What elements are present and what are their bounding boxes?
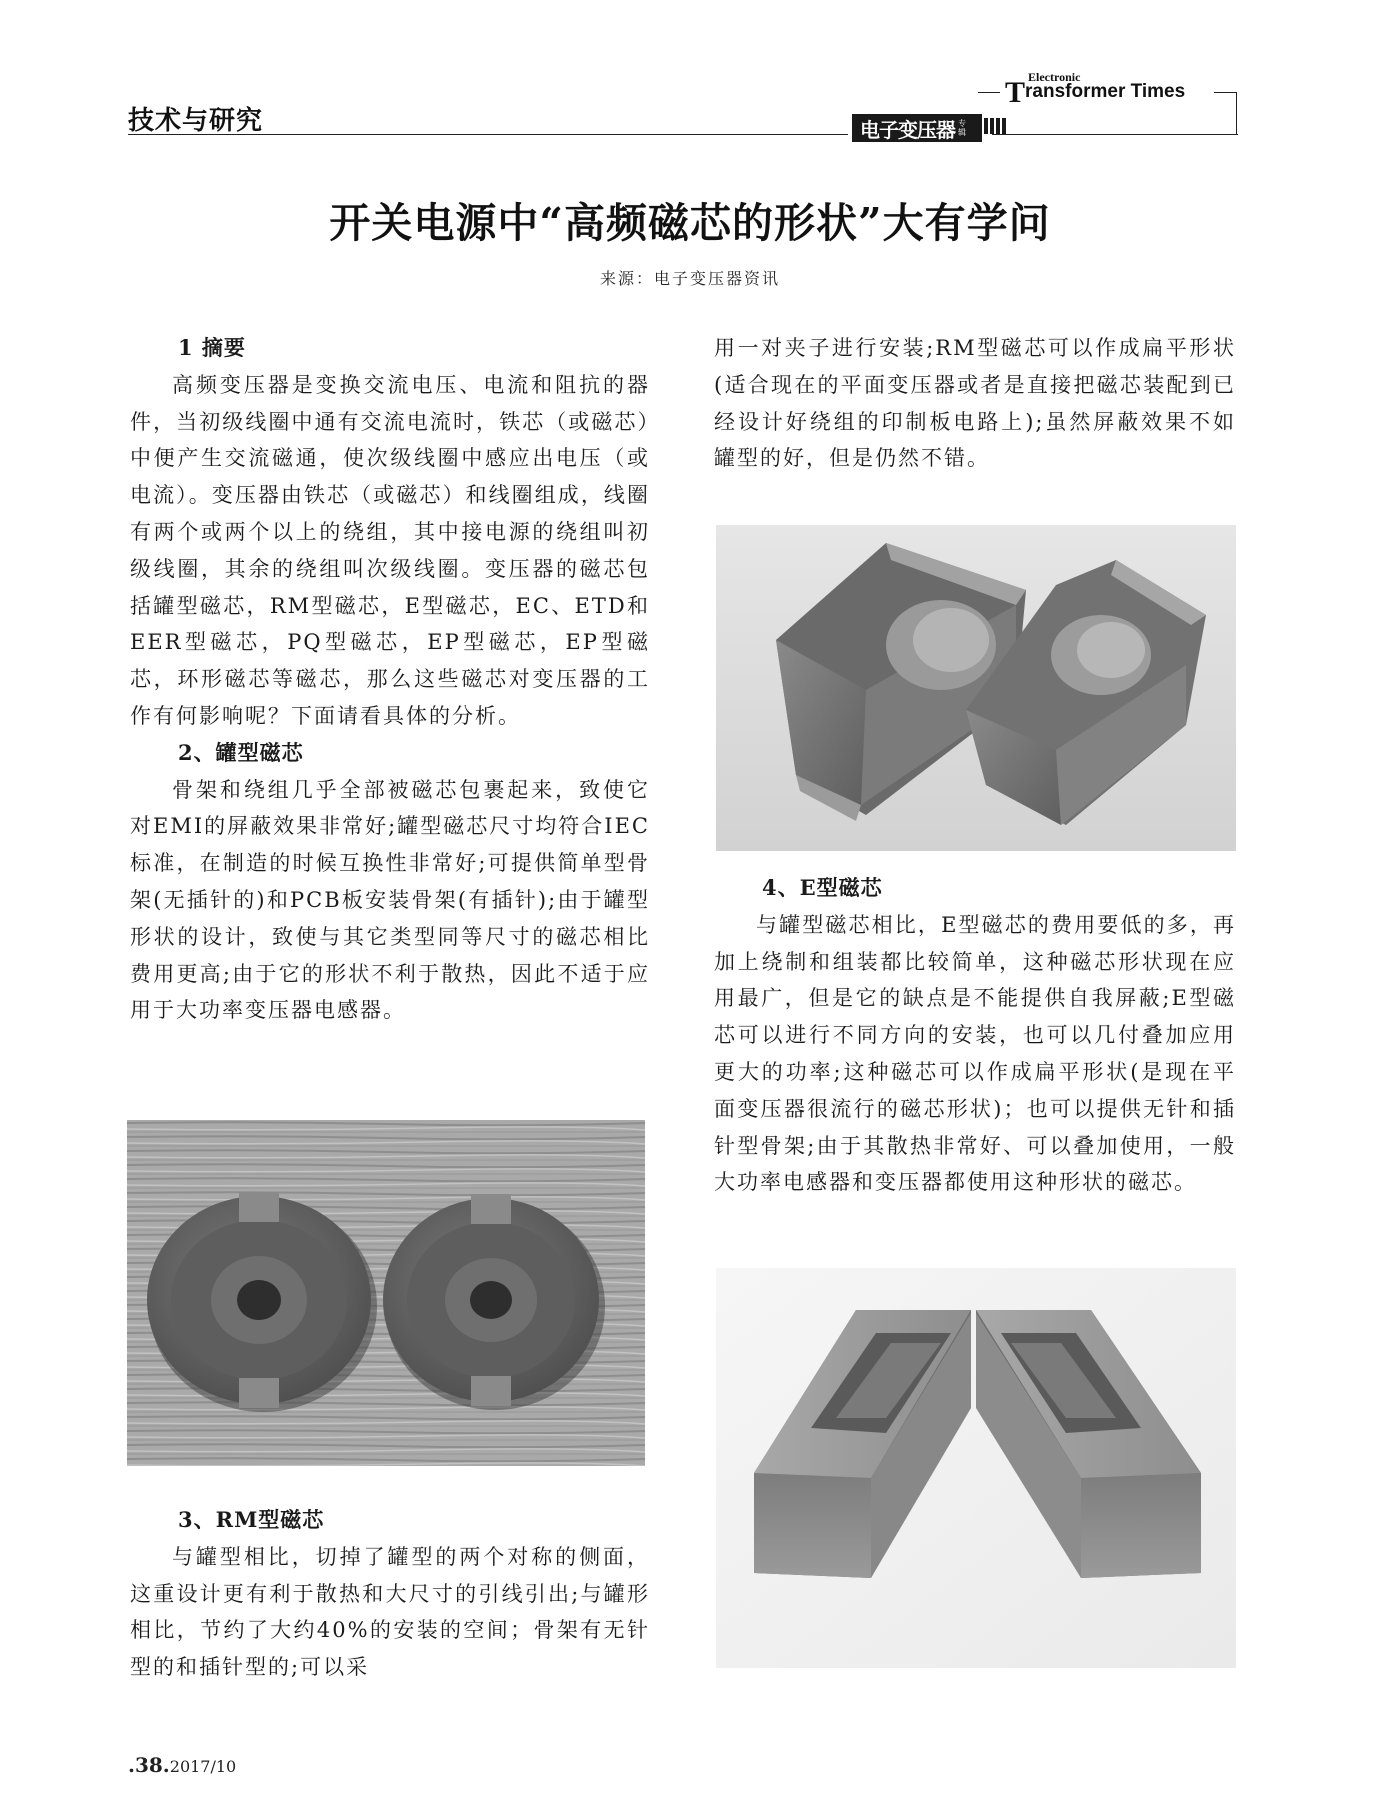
- section-2-heading: 2、罐型磁芯: [178, 739, 304, 765]
- page-number: .38.: [128, 1753, 170, 1777]
- section-1-heading: 1 摘要: [178, 335, 246, 360]
- rm-core-photo: [716, 525, 1236, 851]
- header-bracket: [1236, 92, 1237, 134]
- issue-date: 2017/10: [169, 1757, 237, 1776]
- section-4-paragraph: 与罐型磁芯相比，E型磁芯的费用要低的多，再加上绕制和组装都比较简单，这种磁芯形状现在应用最广，但是它的缺点是不能提供自我屏蔽;E型磁芯可以进行不同方向的安装，也可以几付叠加应用更大的功率;这种磁芯可以作成扁平形状(是现在平面变压器很流行的磁芯形状)；也可以提供无针和插针型骨架;由于其散热非常好、可以叠加使用，一般大功率电感器和变压器都使用这种形状的磁芯。: [714, 912, 1236, 1195]
- pot-core-photo: [127, 1120, 645, 1466]
- section-2-paragraph: 骨架和绕组几乎全部被磁芯包裹起来，致使它对EMI的屏蔽效果非常好;罐型磁芯尺寸均符合IEC标准，在制造的时候互换性非常好;可提供简单型骨架(无插针的)和PCB板安装骨架(有插针);由于罐型形状的设计，致使与其它类型同等尺寸的磁芯相比费用更高;由于它的形状不利于散热，因此不适于应用于大功率变压器电感器。: [130, 777, 650, 1023]
- journal-name-cn: 电子变压器: [860, 117, 955, 142]
- header-dash-left: [978, 92, 1000, 93]
- section-3-heading: 3、RM型磁芯: [178, 1507, 325, 1532]
- page-footer: [128, 1753, 236, 1777]
- column-right-top: [714, 330, 1236, 477]
- section-label: 技术与研究: [128, 106, 264, 136]
- header-bars-decoration: [984, 118, 1008, 138]
- column-left-top: [130, 330, 650, 1029]
- journal-suffix: 专辑: [958, 119, 966, 137]
- journal-name-en: [1005, 76, 1185, 110]
- column-right-bottom: [714, 870, 1236, 1201]
- journal-initial: T: [1005, 76, 1026, 109]
- section-4-heading: 4、E型磁芯: [762, 875, 883, 900]
- section-3-paragraph: 与罐型相比，切掉了罐型的两个对称的侧面，这重设计更有利于散热和大尺寸的引线引出;与罐形相比，节约了大约40%的安装的空间；骨架有无针型的和插针型的;可以采: [130, 1544, 650, 1680]
- article-title: 开关电源中“高频磁芯的形状”大有学问: [329, 199, 1051, 247]
- header-dash-right: [1214, 92, 1236, 93]
- header-rule: [128, 134, 848, 135]
- journal-name-small: Electronic: [1028, 70, 1081, 84]
- journal-name-rest: ransformer Times: [1025, 81, 1186, 102]
- article-source: 来源：电子变压器资讯: [599, 269, 780, 288]
- section-3-continued: 用一对夹子进行安装;RM型磁芯可以作成扁平形状(适合现在的平面变压器或者是直接把磁芯装配到已经设计好绕组的印制板电路上);虽然屏蔽效果不如罐型的好，但是仍然不错。: [714, 336, 1236, 471]
- e-core-photo: [716, 1268, 1236, 1668]
- section-1-paragraph: 高频变压器是变换交流电压、电流和阻抗的器件，当初级线圈中通有交流电流时，铁芯（或磁芯）中便产生交流磁通，使次级线圈中感应出电压（或电流）。变压器由铁芯（或磁芯）和线圈组成，线圈有两个或两个以上的绕组，其中接电源的绕组叫初级线圈，其余的绕组叫次级线圈。变压器的磁芯包括罐型磁芯，RM型磁芯，E型磁芯，EC、ETD和EER型磁芯，PQ型磁芯，EP型磁芯，EP型磁芯，环形磁芯等磁芯，那么这些磁芯对变压器的工作有何影响呢？下面请看具体的分析。: [130, 372, 650, 728]
- header-rule-right: [992, 134, 1238, 135]
- journal-badge: [852, 114, 982, 142]
- column-left-bottom: [130, 1502, 650, 1686]
